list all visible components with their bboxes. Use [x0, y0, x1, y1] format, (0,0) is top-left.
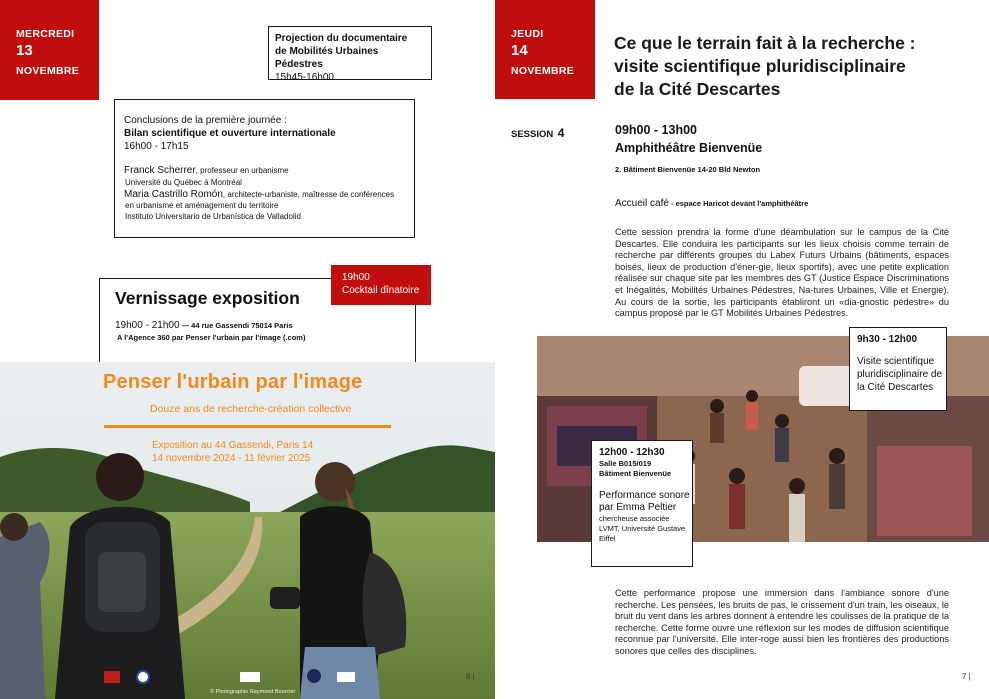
visit-line-3: la Cité Descartes — [857, 382, 934, 393]
date-number-right: 14 — [511, 42, 528, 59]
date-number: 13 — [16, 42, 33, 59]
vernissage-title: Vernissage exposition — [115, 288, 300, 308]
session-title — [614, 32, 916, 101]
speaker-2-role: , architecte-urbaniste, maîtresse de conférences — [222, 190, 395, 199]
session-venue: Amphithéâtre Bienvenüe — [615, 141, 763, 155]
speaker-2-role-2: en urbanisme et aménagement du territoire — [125, 201, 279, 210]
session-title-line-3: de la Cité Descartes — [614, 79, 781, 99]
speaker-2-name: Maria Castrillo Romón — [124, 189, 223, 200]
projection-title-2: de Mobilités Urbaines Pédestres — [275, 46, 379, 70]
date-block-thursday — [495, 0, 595, 99]
session-description: Cette session prendra la forme d'une déambulation sur le campus de la Cité Descartes. Elle conduira les participants sur les lieux choisis comme terrain de recherche par différents groupes du Labex Futurs Urbains (bâtiments, espaces boisés, lieux de production d'éner-gie, lieux sportifs), avec une petite explication réalisée sur chaque site par les membres des GT (Justice Espace Discriminations et Inégalités, Mobilités Urbaines Pédestres, Na-tures Urbaines, Ville et Energie). Au cours de la sortie, les participants établiront un «dia-gnostic pédestre» du campus proposé par le GT Mobilités Urbaines Pédestres. — [615, 227, 949, 319]
perf-affil-2: Eiffel — [599, 534, 616, 543]
projection-box — [268, 26, 432, 83]
perf-room: Salle B015/019 — [599, 459, 652, 468]
session-label — [511, 124, 564, 142]
visit-box — [849, 327, 947, 411]
projection-time: 15h45-16h00 — [275, 72, 334, 83]
poster-rule — [104, 425, 391, 428]
perf-role: chercheuse associée — [599, 514, 670, 523]
session-title-line-2: visite scientifique pluridisciplinaire — [614, 56, 906, 76]
conclusions-time: 16h00 - 17h15 — [124, 141, 189, 152]
logo-1 — [104, 671, 120, 683]
visit-time: 9h30 - 12h00 — [857, 334, 918, 345]
date-day-right: JEUDI — [511, 28, 544, 40]
perf-affil-1: LVMT, Université Gustave — [599, 524, 686, 533]
speaker-2-affiliation: Instituto Universitario de Urbanística de Valladolid — [125, 212, 301, 221]
exhibition-poster — [0, 362, 495, 699]
logo-4 — [307, 669, 321, 683]
conclusions-box — [114, 99, 415, 238]
session-venue-address: 2. Bâtiment Bienvenüe 14-20 Bld Newton — [615, 165, 761, 174]
date-block-wednesday — [0, 0, 99, 100]
page-number-right: 7 | — [962, 672, 971, 681]
poster-title: Penser l'urbain par l'image — [103, 371, 363, 393]
logo-3 — [240, 672, 260, 682]
perf-building: Bâtiment Bienvenüe — [599, 469, 672, 478]
poster-expo-line-1: Exposition au 44 Gassendi, Paris 14 — [152, 440, 314, 451]
vernissage-address: — 44 rue Gassendi 75014 Paris — [179, 321, 293, 330]
date-month: NOVEMBRE — [16, 65, 80, 77]
logo-2 — [136, 670, 150, 684]
performance-description: Cette performance propose une immersion dans l'ambiance sonore d'une recherche. Les pensées, les bruits de pas, le crissement d'un train, les oiseaux, le bruit du vent dans les arbres donnent à entendre les coulisses de la pratique de la recherche. Cette forme ouvre une réflexion sur les modes de diffusion scientifique reconnue par l'université. Elle inter-roge aussi bien les frontières des productions sonores que celles des disciplines. — [615, 588, 949, 656]
speaker-1-name: Franck Scherrer — [124, 165, 196, 176]
cocktail-block — [331, 265, 431, 305]
welcome-label: Accueil café — [615, 198, 669, 209]
logo-5 — [337, 672, 355, 682]
conclusions-title-2: Bilan scientifique et ouverture internationale — [124, 128, 336, 139]
perf-time: 12h00 - 12h30 — [599, 447, 665, 458]
session-word: SESSION — [511, 129, 554, 140]
perf-title-1: Performance sonore — [599, 490, 690, 501]
poster-logos — [100, 668, 360, 686]
poster-expo-line-2: 14 novembre 2024 - 11 février 2025 — [152, 453, 311, 464]
vernissage-subline: A l'Agence 360 par Penser l'urbain par l'image (.com) — [117, 333, 306, 342]
date-day: MERCREDI — [16, 28, 75, 40]
visit-line-1: Visite scientifique — [857, 356, 935, 367]
cocktail-time: 19h00 — [342, 272, 370, 283]
performance-box — [591, 440, 693, 567]
speaker-1-role: , professeur en urbanisme — [195, 166, 289, 175]
vernissage-time: 19h00 - 21h00 — [115, 320, 180, 331]
page-number-left: 6 | — [466, 672, 475, 681]
welcome-detail: - espace Haricot devant l'amphithéâtre — [668, 199, 809, 208]
welcome-line — [615, 198, 808, 209]
visit-line-2: pluridisciplinaire de — [857, 369, 943, 380]
speaker-1-affiliation: Université du Québec à Montréal — [125, 178, 242, 187]
session-title-line-1: Ce que le terrain fait à la recherche : — [614, 33, 916, 53]
poster-subtitle: Douze ans de recherche-création collective — [150, 403, 352, 415]
cocktail-label: Cocktail dînatoire — [342, 285, 420, 296]
date-month-right: NOVEMBRE — [511, 65, 575, 77]
perf-title-2: par Emma Peltier — [599, 502, 677, 513]
session-number: 4 — [557, 126, 565, 140]
projection-title-1: Projection du documentaire — [275, 33, 408, 44]
session-time: 09h00 - 13h00 — [615, 123, 697, 137]
conclusions-title-1: Conclusions de la première journée : — [124, 115, 287, 126]
poster-credit: © Photographie Raymond Bourcier — [210, 689, 296, 695]
